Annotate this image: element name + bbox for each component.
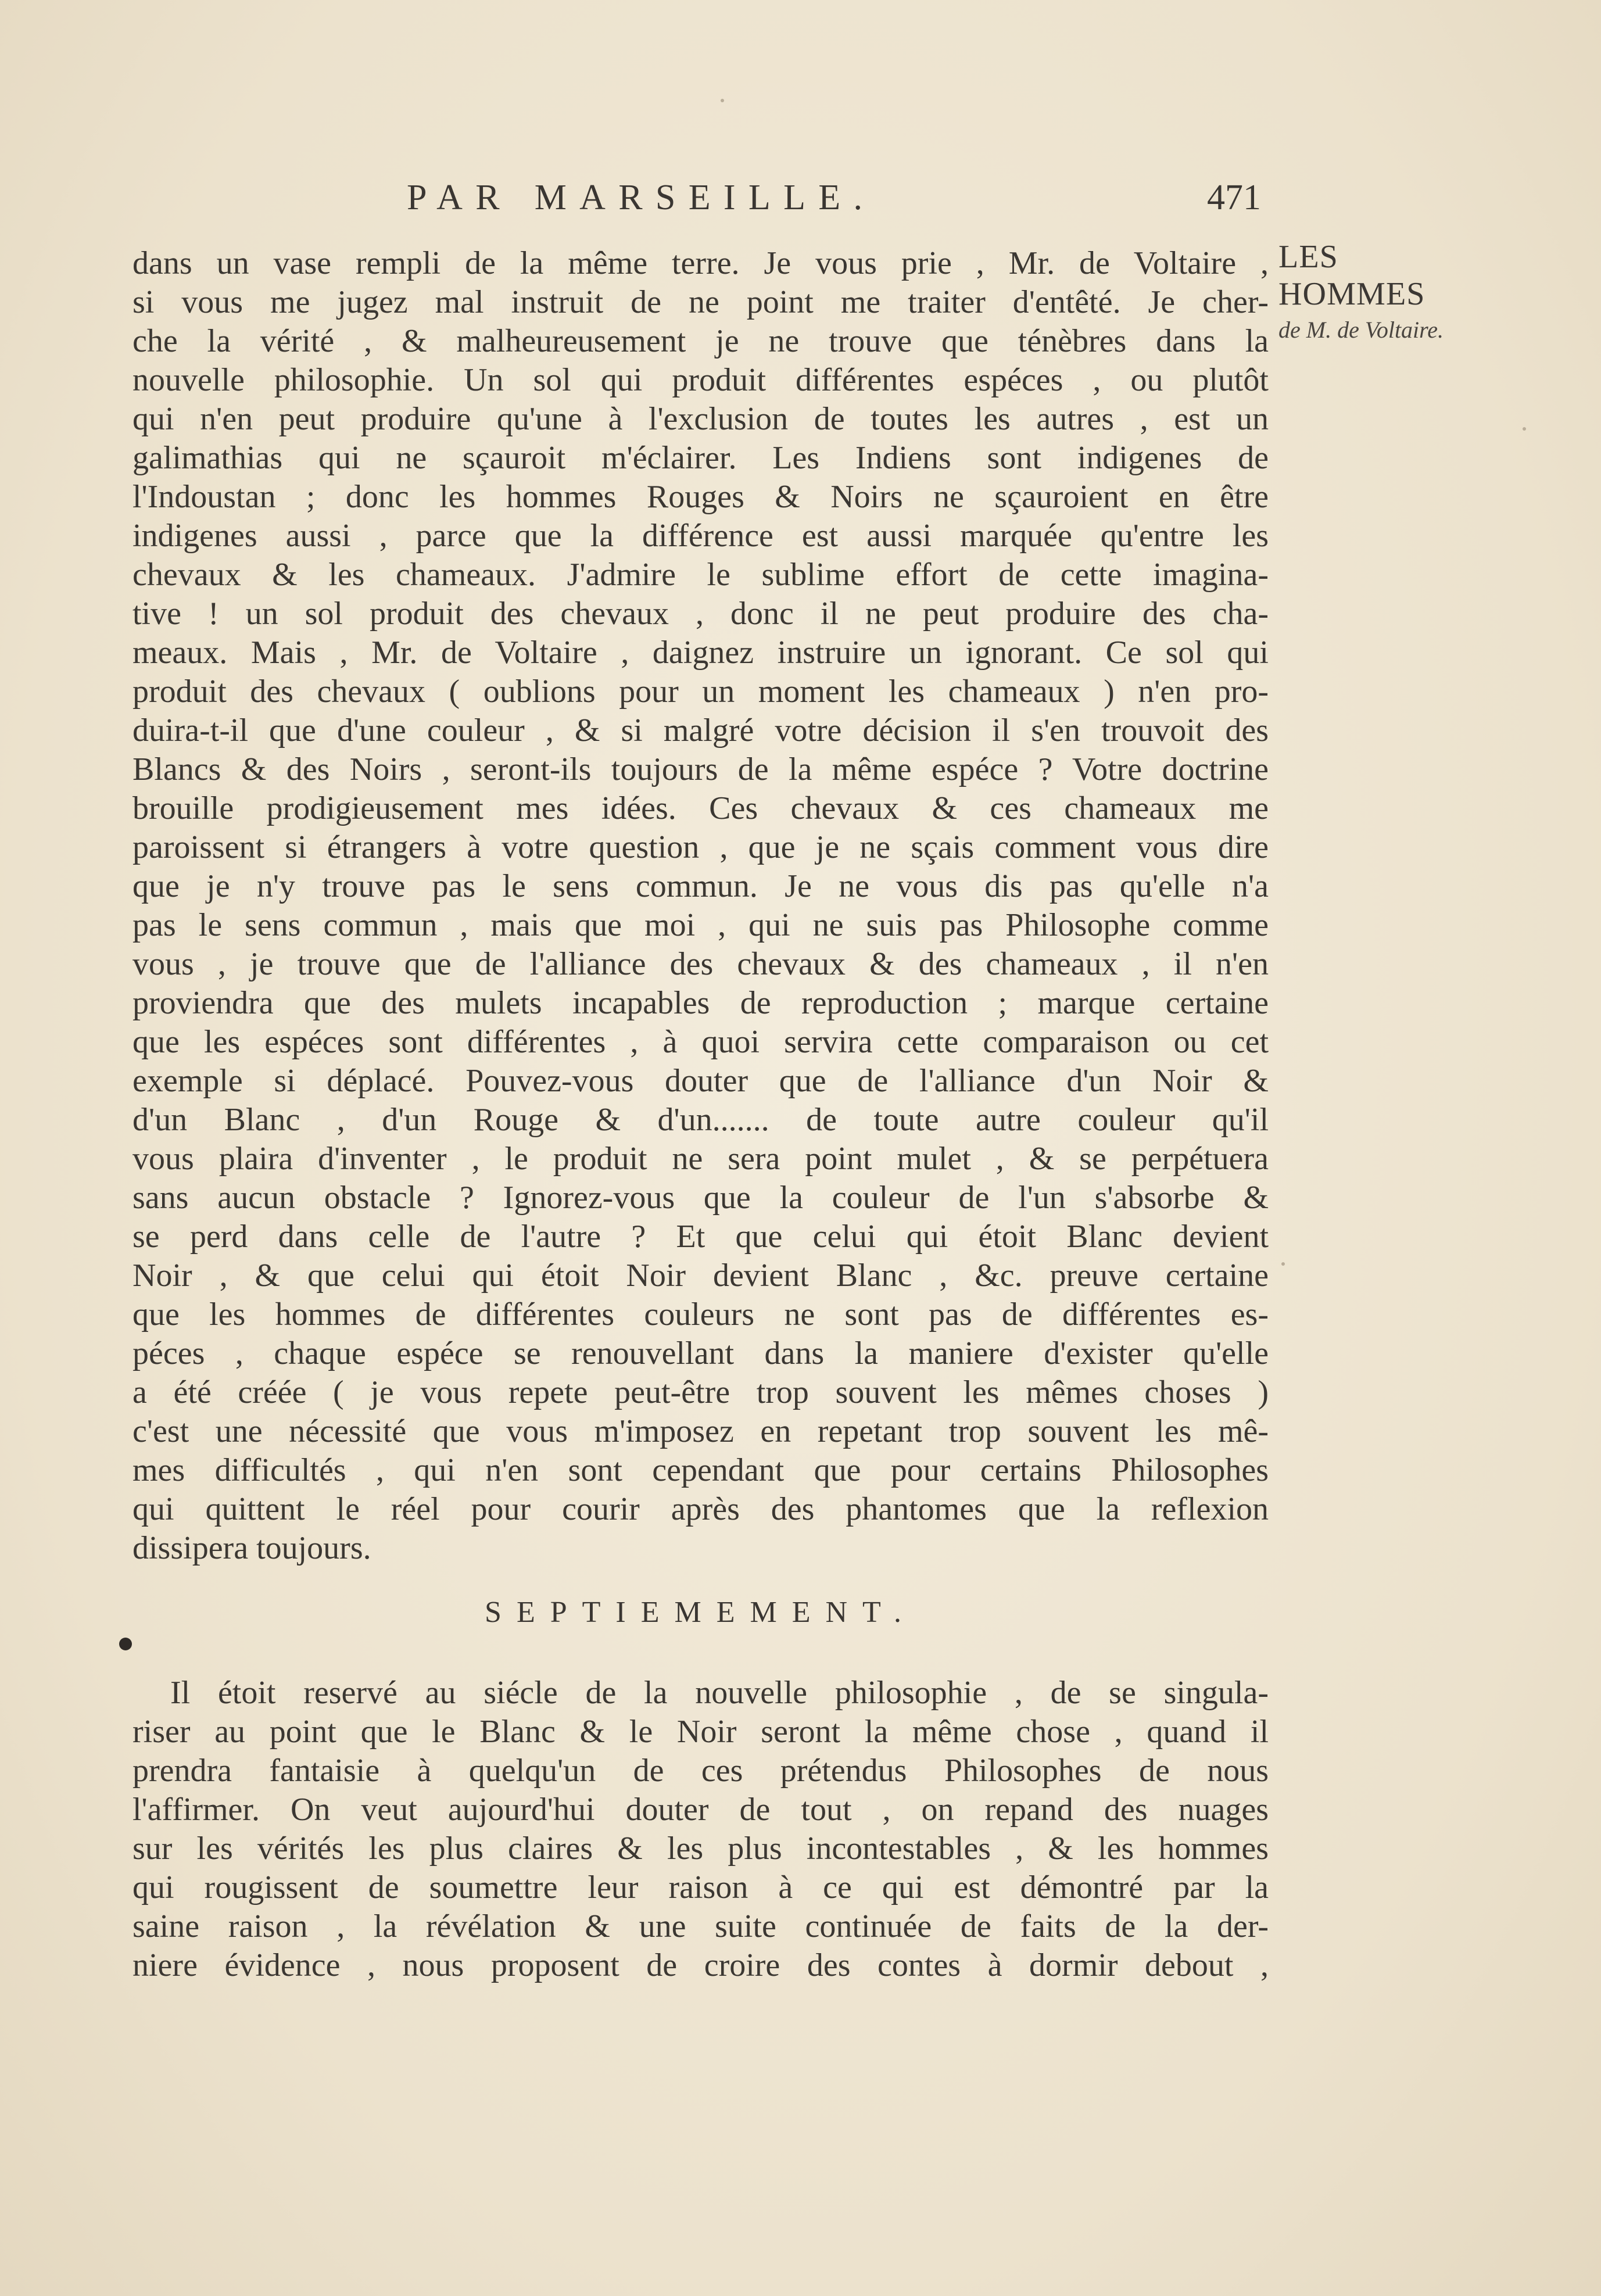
paper-speck [721, 99, 724, 102]
text-line: qui rougissent de soumettre leur raison à ce qui est démontré par la [132, 1869, 1269, 1905]
text-line: riser au point que le Blanc & le Noir seront la même chose , quand il [132, 1714, 1269, 1750]
text-line: Noir , & que celui qui étoit Noir devient Blanc , &c. preuve certaine [132, 1258, 1269, 1294]
ink-spot [119, 1638, 132, 1650]
text-line: sur les vérités les plus claires & les plus incontestables , & les hommes [132, 1831, 1269, 1867]
text-line: que je n'y trouve pas le sens commun. Je ne vous dis pas qu'elle n'a [132, 868, 1269, 904]
text-line: nouvelle philosophie. Un sol qui produit différentes espéces , ou plutôt [132, 362, 1269, 398]
paragraph-one [132, 244, 1269, 1568]
text-line: meaux. Mais , Mr. de Voltaire , daignez instruire un ignorant. Ce sol qui [132, 635, 1269, 671]
text-line: duira-t-il que d'une couleur , & si malgré votre décision il s'en trouvoit des [132, 712, 1269, 748]
text-line: prendra fantaisie à quelqu'un de ces prétendus Philosophes de nous [132, 1753, 1269, 1789]
text-line: a été créée ( je vous repete peut-être trop souvent les mêmes choses ) [132, 1374, 1269, 1410]
text-line: niere évidence , nous proposent de croire des contes à dormir debout , [132, 1947, 1269, 1983]
text-line: exemple si déplacé. Pouvez-vous douter que de l'alliance d'un Noir & [132, 1063, 1269, 1099]
page-number: 471 [1207, 178, 1261, 217]
text-line: dans un vase rempli de la même terre. Je vous prie , Mr. de Voltaire , [132, 245, 1269, 281]
text-line: sans aucun obstacle ? Ignorez-vous que la couleur de l'un s'absorbe & [132, 1180, 1269, 1216]
text-line: que les espéces sont différentes , à quoi servira cette comparaison ou cet [132, 1024, 1269, 1060]
text-line: saine raison , la révélation & une suite continuée de faits de la der- [132, 1908, 1269, 1944]
text-line: vous , je trouve que de l'alliance des chevaux & des chameaux , il n'en [132, 946, 1269, 982]
text-line: paroissent si étrangers à votre question , que je ne sçais comment vous dire [132, 829, 1269, 865]
paper-speck [1523, 427, 1526, 431]
text-line: tive ! un sol produit des chevaux , donc il ne peut produire des cha- [132, 596, 1269, 632]
text-line: si vous me jugez mal instruit de ne point me traiter d'entêté. Je cher- [132, 284, 1269, 320]
text-line: qui n'en peut produire qu'une à l'exclusion de toutes les autres , est un [132, 401, 1269, 437]
text-line: se perd dans celle de l'autre ? Et que celui qui étoit Blanc devient [132, 1219, 1269, 1255]
running-header [407, 177, 1261, 235]
text-line: péces , chaque espéce se renouvellant dans la maniere d'exister qu'elle [132, 1335, 1269, 1371]
text-line: d'un Blanc , d'un Rouge & d'un....... de toute autre couleur qu'il [132, 1102, 1269, 1138]
text-line: brouille prodigieusement mes idées. Ces chevaux & ces chameaux me [132, 790, 1269, 826]
text-line: proviendra que des mulets incapables de reproduction ; marque certaine [132, 985, 1269, 1021]
text-line: l'affirmer. On veut aujourd'hui douter de tout , on repand des nuages [132, 1792, 1269, 1828]
text-line: mes difficultés , qui n'en sont cependant que pour certains Philosophes [132, 1452, 1269, 1488]
margin-note-heading: LES HOMMES [1278, 239, 1426, 312]
text-line: dissipera toujours. [132, 1530, 371, 1566]
text-line: Blancs & des Noirs , seront-ils toujours de la même espéce ? Votre doctrine [132, 751, 1269, 787]
margin-note-subheading: de M. de Voltaire. [1278, 317, 1444, 343]
text-line: che la vérité , & malheureusement je ne trouve que ténèbres dans la [132, 323, 1269, 359]
text-line: produit des chevaux ( oublions pour un moment les chameaux ) n'en pro- [132, 674, 1269, 710]
text-line: indigenes aussi , parce que la différence est aussi marquée qu'entre les [132, 518, 1269, 554]
text-line: que les hommes de différentes couleurs ne sont pas de différentes es- [132, 1296, 1269, 1333]
running-title: PAR MARSEILLE. [407, 178, 876, 217]
text-line: qui quittent le réel pour courir après des phantomes que la reflexion [132, 1491, 1269, 1527]
section-heading: SEPTIEMEMENT. [485, 1596, 916, 1629]
text-line: vous plaira d'inventer , le produit ne sera point mulet , & se perpétuera [132, 1141, 1269, 1177]
text-line: chevaux & les chameaux. J'admire le sublime effort de cette imagina- [132, 557, 1269, 593]
paragraph-two [132, 1674, 1269, 1985]
margin-note [1278, 238, 1488, 343]
paper-speck [1281, 1262, 1285, 1266]
text-line: l'Indoustan ; donc les hommes Rouges & Noirs ne sçauroient en être [132, 479, 1269, 515]
text-line: c'est une nécessité que vous m'imposez en repetant trop souvent les mê- [132, 1413, 1269, 1449]
text-line: pas le sens commun , mais que moi , qui ne suis pas Philosophe comme [132, 907, 1269, 943]
text-line: galimathias qui ne sçauroit m'éclairer. Les Indiens sont indigenes de [132, 440, 1269, 476]
text-line: Il étoit reservé au siécle de la nouvelle philosophie , de se singula- [170, 1675, 1269, 1711]
